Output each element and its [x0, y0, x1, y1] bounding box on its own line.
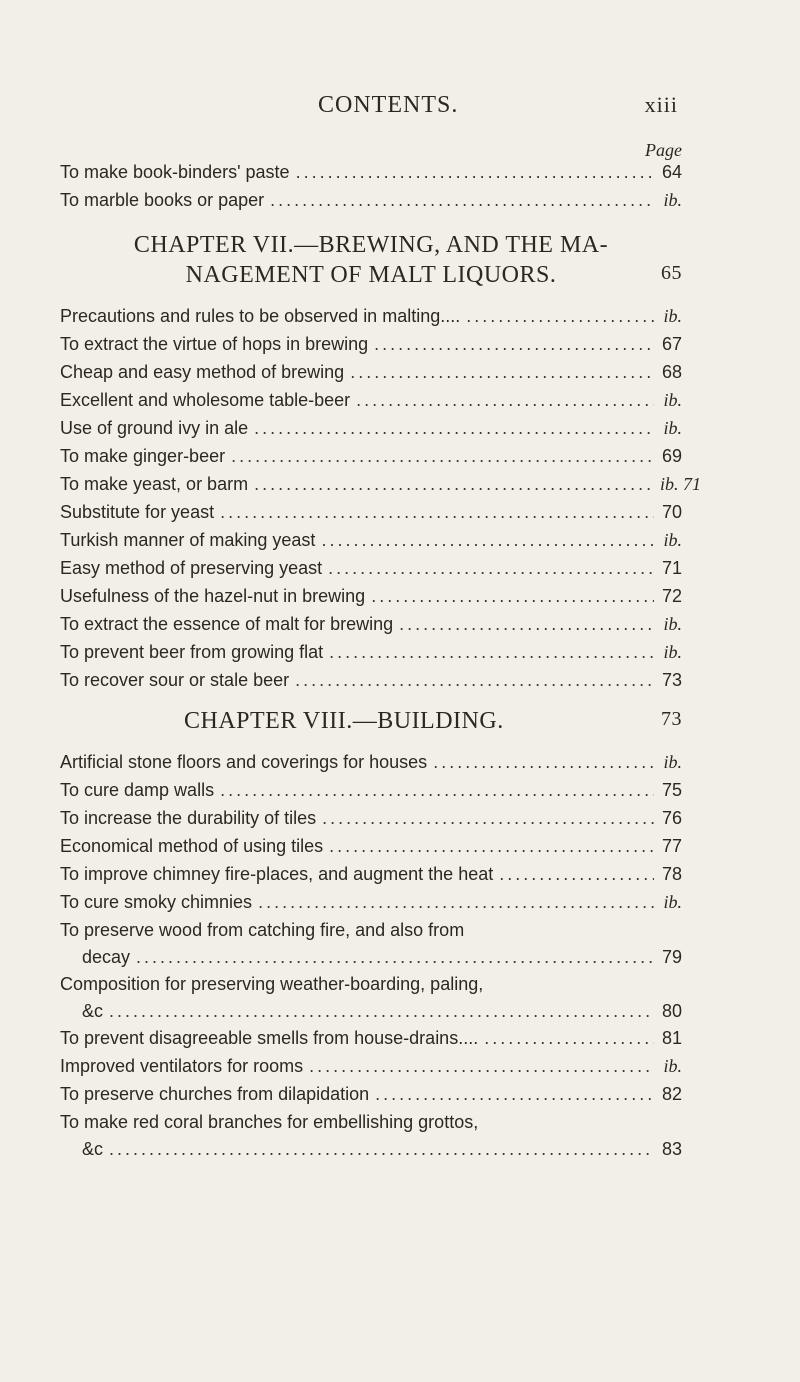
toc-entry: [60, 162, 682, 190]
toc-entry-label: To cure smoky chimnies: [60, 892, 253, 912]
dot-leader: [254, 418, 654, 439]
dot-leader: [109, 1139, 654, 1160]
running-title: CONTENTS.: [318, 92, 459, 118]
toc-entry: [60, 1112, 682, 1166]
toc-entry-label: Usefulness of the hazel-nut in brewing: [60, 586, 366, 606]
toc-entry-label: Cheap and easy method of brewing: [60, 362, 345, 382]
toc-entry: [60, 390, 682, 418]
toc-entry: [60, 974, 682, 1028]
dot-leader: [258, 892, 654, 913]
toc-entry-label: Improved ventilators for rooms: [60, 1056, 304, 1076]
toc-entry-label: To preserve wood from catching fire, and also from: [60, 920, 465, 940]
toc-entry: [60, 892, 682, 920]
dot-leader: [329, 642, 654, 663]
toc-entry-label: To make ginger-beer: [60, 446, 226, 466]
toc-entry-page: ib.: [663, 530, 682, 550]
toc-entry: [60, 502, 682, 530]
toc-entry-page: 80: [661, 1001, 682, 1021]
dot-leader: [109, 1001, 654, 1022]
toc-entry: [60, 474, 702, 502]
running-head: [318, 92, 678, 126]
dot-leader: [466, 306, 654, 327]
toc-entry-label: To extract the essence of malt for brewing: [60, 614, 394, 634]
toc-entry-label: Use of ground ivy in ale: [60, 418, 249, 438]
toc-entry: [60, 614, 682, 642]
toc-entry-page: 79: [661, 947, 682, 967]
toc-entry-label: To make book-binders' paste: [60, 162, 290, 182]
dot-leader: [350, 362, 654, 383]
toc-entry-label: Substitute for yeast: [60, 502, 215, 522]
toc-entry: [60, 780, 682, 808]
chapter-7-entries: [60, 306, 702, 698]
toc-entry: [60, 1056, 682, 1084]
toc-entry-page: 64: [661, 162, 682, 182]
toc-entry-label: Economical method of using tiles: [60, 836, 324, 856]
toc-entry-page: 77: [661, 836, 682, 856]
toc-top-entries: [60, 162, 682, 218]
dot-leader: [484, 1028, 654, 1049]
toc-entry: [60, 530, 682, 558]
toc-entry-page: ib.: [663, 752, 682, 772]
toc-entry-label-continued: &c: [82, 1001, 104, 1021]
page-column-label: Page: [645, 140, 682, 160]
chapter-7-title-line2: NAGEMENT OF MALT LIQUORS.: [185, 262, 557, 288]
toc-entry: [60, 190, 682, 218]
toc-entry: [60, 1028, 682, 1056]
toc-entry-label-continued: decay: [82, 947, 131, 967]
toc-entry-label: To prevent disagreeable smells from house-drains....: [60, 1028, 479, 1048]
toc-entry-page: 68: [661, 362, 682, 382]
toc-entry-page: ib.: [663, 190, 682, 210]
toc-entry: [60, 558, 682, 586]
toc-entry-page: 69: [661, 446, 682, 466]
toc-entry: [60, 446, 682, 474]
toc-entry-label: To improve chimney fire-places, and augment the heat: [60, 864, 494, 884]
toc-entry: [60, 306, 682, 334]
toc-entry-page: ib.: [663, 614, 682, 634]
chapter-8-title: CHAPTER VIII.—BUILDING.: [184, 708, 504, 734]
toc-entry-label: To make yeast, or barm: [60, 474, 249, 494]
toc-entry-page: ib.: [663, 390, 682, 410]
dot-leader: [375, 1084, 654, 1105]
dot-leader: [296, 162, 654, 183]
toc-entry-label-continued: &c: [82, 1139, 104, 1159]
toc-entry-page: 82: [661, 1084, 682, 1104]
chapter-7-title-line1: CHAPTER VII.—BREWING, AND THE MA-: [133, 232, 609, 258]
toc-entry-page: 83: [661, 1139, 682, 1159]
toc-entry-page: ib.: [663, 418, 682, 438]
dot-leader: [499, 864, 654, 885]
toc-entry-label: To cure damp walls: [60, 780, 215, 800]
chapter-7-page: 65: [661, 262, 682, 284]
toc-entry-page: 67: [661, 334, 682, 354]
dot-leader: [321, 530, 654, 551]
dot-leader: [322, 808, 654, 829]
toc-entry: [60, 752, 682, 780]
dot-leader: [136, 947, 654, 968]
toc-entry: [60, 920, 682, 974]
toc-entry-page: 72: [661, 586, 682, 606]
toc-entry: [60, 362, 682, 390]
toc-entry-page: ib.: [663, 642, 682, 662]
dot-leader: [371, 586, 654, 607]
dot-leader: [433, 752, 654, 773]
dot-leader: [220, 502, 654, 523]
toc-entry-label: To increase the durability of tiles: [60, 808, 317, 828]
dot-leader: [254, 474, 654, 495]
dot-leader: [220, 780, 654, 801]
toc-entry-label: Excellent and wholesome table-beer: [60, 390, 351, 410]
toc-entry-page: 76: [661, 808, 682, 828]
toc-entry-label: Easy method of preserving yeast: [60, 558, 323, 578]
toc-entry-label: Composition for preserving weather-boarding, paling,: [60, 974, 484, 994]
toc-entry-label: To make red coral branches for embellishing grottos,: [60, 1112, 479, 1132]
chapter-8-heading: [60, 708, 682, 740]
dot-leader: [374, 334, 654, 355]
toc-entry: [60, 418, 682, 446]
dot-leader: [328, 558, 654, 579]
toc-entry-label: Precautions and rules to be observed in malting....: [60, 306, 461, 326]
toc-entry-label: To marble books or paper: [60, 190, 265, 210]
chapter-8-page: 73: [661, 708, 682, 730]
toc-entry-page: ib.: [663, 892, 682, 912]
toc-entry-page: 75: [661, 780, 682, 800]
toc-entry: [60, 642, 682, 670]
toc-entry-label: To prevent beer from growing flat: [60, 642, 324, 662]
page-folio: xiii: [644, 92, 678, 117]
toc-entry: [60, 670, 682, 698]
toc-entry-label: Artificial stone floors and coverings for houses: [60, 752, 428, 772]
dot-leader: [309, 1056, 654, 1077]
chapter-7-heading: [60, 232, 682, 292]
toc-entry-label: To recover sour or stale beer: [60, 670, 290, 690]
dot-leader: [231, 446, 654, 467]
toc-entry: [60, 1084, 682, 1112]
toc-entry-label: To preserve churches from dilapidation: [60, 1084, 370, 1104]
toc-entry: [60, 864, 682, 892]
toc-entry-page: ib. 71: [660, 474, 702, 494]
dot-leader: [356, 390, 654, 411]
dot-leader: [295, 670, 654, 691]
chapter-8-entries: [60, 752, 682, 1166]
toc-entry-page: 73: [661, 670, 682, 690]
dot-leader: [270, 190, 654, 211]
toc-entry-page: ib.: [663, 1056, 682, 1076]
toc-entry: [60, 836, 682, 864]
toc-entry-page: ib.: [663, 306, 682, 326]
dot-leader: [329, 836, 654, 857]
toc-entry: [60, 586, 682, 614]
toc-entry: [60, 334, 682, 362]
toc-entry-label: To extract the virtue of hops in brewing: [60, 334, 369, 354]
toc-entry: [60, 808, 682, 836]
dot-leader: [399, 614, 654, 635]
toc-entry-page: 81: [661, 1028, 682, 1048]
toc-entry-page: 70: [661, 502, 682, 522]
toc-entry-page: 78: [661, 864, 682, 884]
toc-entry-label: Turkish manner of making yeast: [60, 530, 316, 550]
toc-entry-page: 71: [661, 558, 682, 578]
